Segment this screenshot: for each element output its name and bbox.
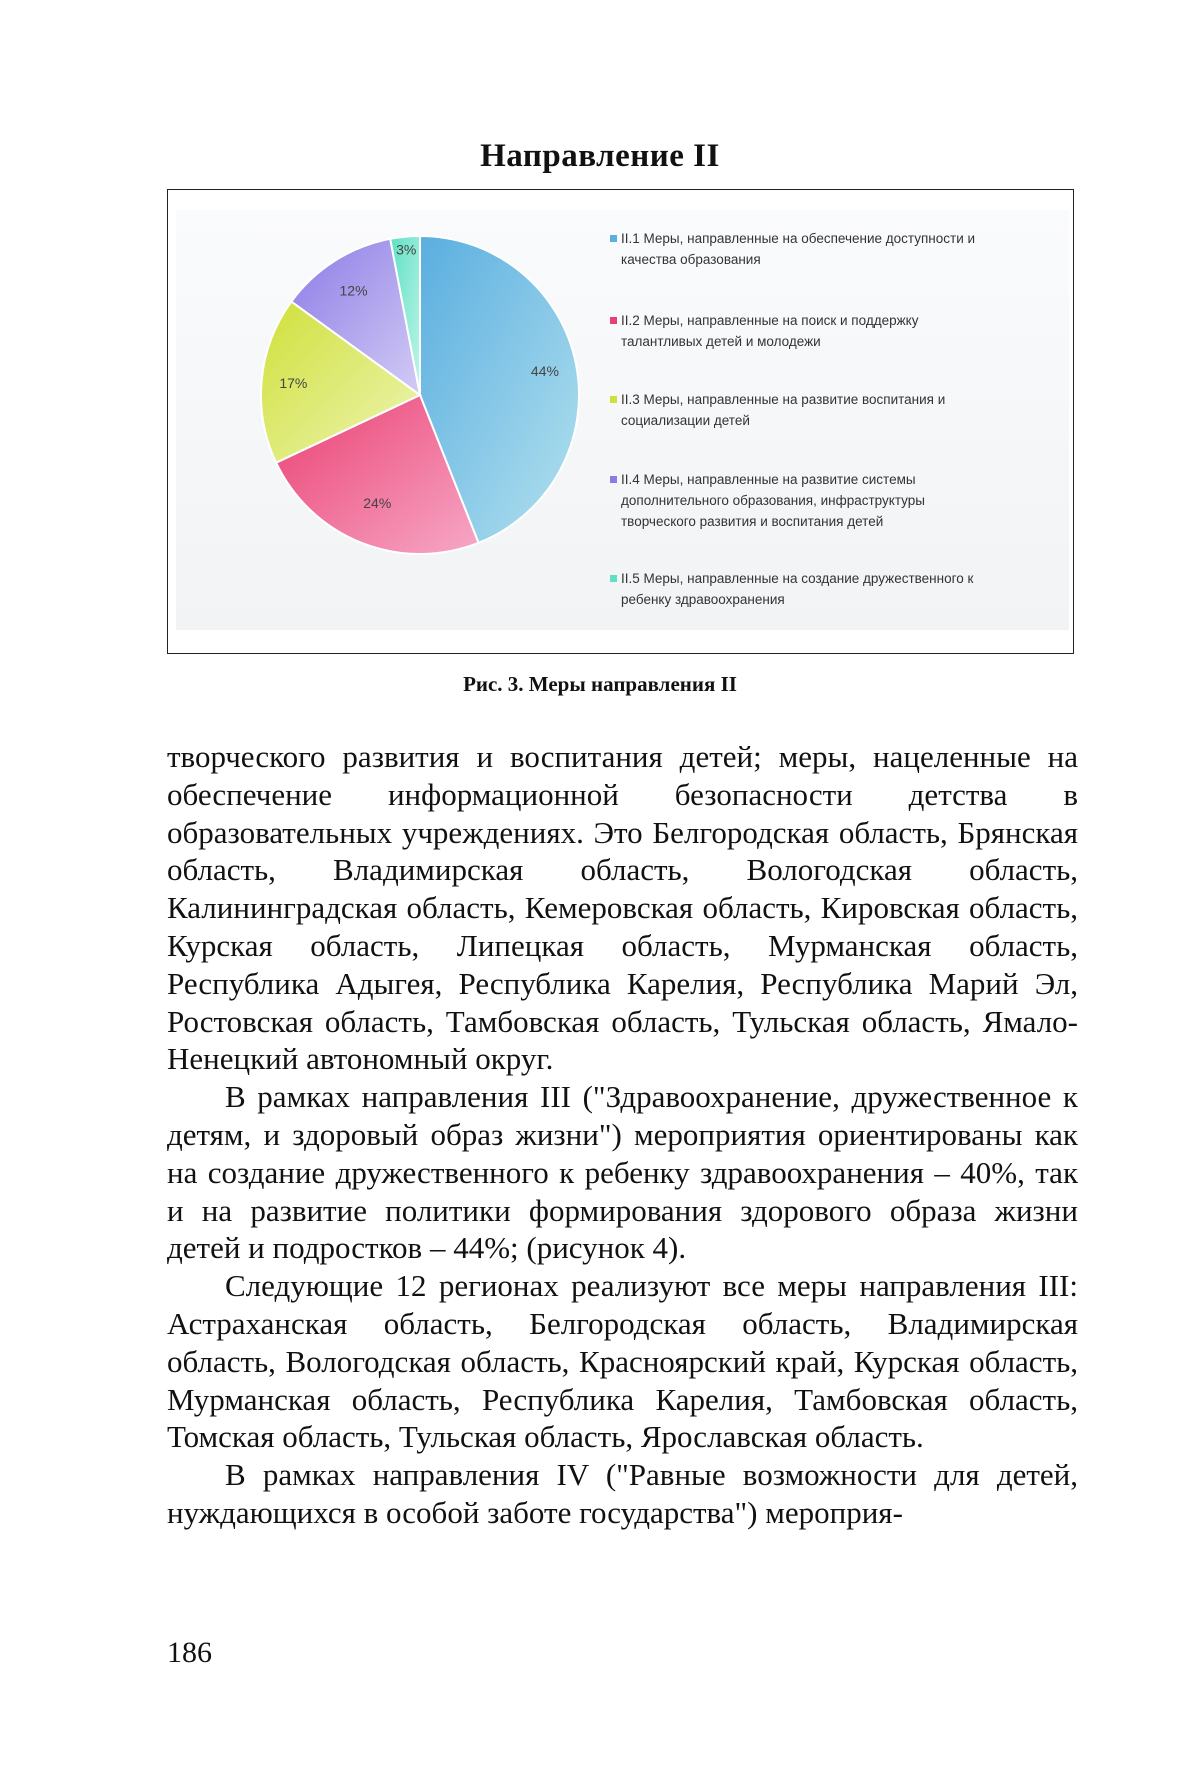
legend-label: II.4 Меры, направленные на развитие системы [621,472,916,487]
legend-marker [610,575,617,582]
legend-label: социализации детей [621,413,750,428]
paragraph: творческого развития и воспитания детей; меры, нацеленные на обеспечение информационной безопасности детства в образовательных учреждениях. Это Белгородская область, Брянская область, Владимирская область, Вологодская область, Калининградская область, Кемеровская область, Кировская область, Курская область, Липецкая область, Мурманская область, Республика Адыгея, Республика Карелия, Республика Марий Эл, Ростовская область, Тамбовская область, Тульская область, Ямало-Ненецкий автономный округ. [167,739,1078,1077]
pie-data-label: 44% [530,363,559,380]
legend-label: II.1 Меры, направленные на обеспечение доступности и [621,231,976,246]
body-text [167,738,1078,1532]
legend-item [610,469,1050,532]
pie-data-label: 17% [279,375,308,392]
legend-label: талантливых детей и молодежи [621,334,821,349]
legend-label: творческого развития и воспитания детей [621,514,884,529]
paragraph: В рамках направления IV ("Равные возможности для детей, нуждающихся в особой заботе государства") мероприя- [167,1457,1078,1530]
legend-marker [610,476,617,483]
legend-item [610,568,1050,610]
legend-marker [610,317,617,324]
pie-data-label: 12% [339,282,368,299]
legend-label: качества образования [621,252,761,267]
legend-label: II.3 Меры, направленные на развитие воспитания и [621,392,946,407]
page-number: 186 [167,1636,212,1669]
chart-legend [610,210,1055,630]
pie-data-label: 24% [363,494,392,511]
legend-marker [610,396,617,403]
figure-frame [167,189,1074,654]
page-title: Направление II [480,138,720,174]
legend-item [610,389,1050,431]
legend-label: II.2 Меры, направленные на поиск и поддержку [621,313,919,328]
legend-item [610,228,1050,270]
legend-label: ребенку здравоохранения [621,592,785,607]
legend-label: дополнительного образования, инфраструктуры [621,493,925,508]
chart-plot-area [176,210,1069,630]
legend-marker [610,235,617,242]
legend-label: II.5 Меры, направленные на создание дружественного к [621,571,974,586]
paragraph: Следующие 12 регионах реализуют все меры направления III: Астраханская область, Белгородская область, Владимирская область, Вологодская область, Красноярский край, Курская область, Мурманская область, Республика Карелия, Тамбовская область, Томская область, Тульская область, Ярославская область. [167,1268,1078,1455]
pie-data-label: 3% [396,241,417,258]
figure-caption: Рис. 3. Меры направления II [463,672,737,696]
paragraph: В рамках направления III ("Здравоохранение, дружественное к детям, и здоровый образ жизни") мероприятия ориентированы как на создание дружественного к ребенку здравоохранения – 40%, так и на развитие политики формирования здорового образа жизни детей и подростков – 44%; (рисунок 4). [167,1079,1078,1266]
pie-chart [176,210,610,630]
legend-item [610,310,1050,352]
